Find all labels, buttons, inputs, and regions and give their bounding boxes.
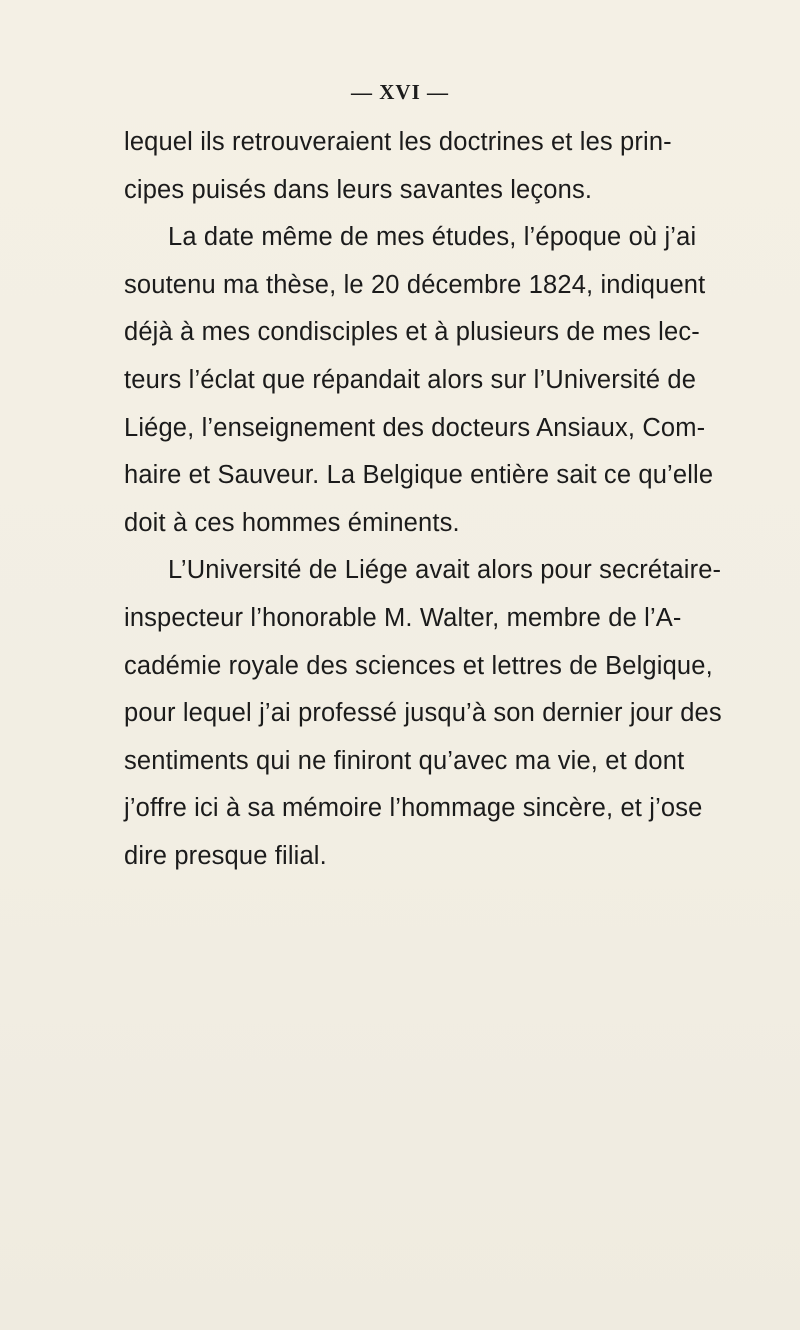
text-line: dire presque filial. bbox=[124, 841, 327, 870]
body-text bbox=[124, 119, 764, 881]
text-line: doit à ces hommes éminents. bbox=[124, 508, 460, 537]
text-line: teurs l’éclat que répandait alors sur l’Université de bbox=[124, 365, 697, 394]
text-line: sentiments qui ne finiront qu’avec ma vie, et dont bbox=[124, 746, 685, 775]
text-line: lequel ils retrouveraient les doctrines et les prin- bbox=[124, 128, 672, 156]
text-line: haire et Sauveur. La Belgique entière sait ce qu’elle bbox=[124, 461, 714, 490]
text-line: Liége, l’enseignement des docteurs Ansiaux, Com- bbox=[124, 413, 706, 442]
text-line: L’Université de Liége avait alors pour secrétaire- bbox=[168, 556, 722, 585]
page-number-header: — XVI — bbox=[350, 80, 449, 104]
text-line: pour lequel j’ai professé jusqu’à son dernier jour des bbox=[124, 699, 722, 728]
text-line: La date même de mes études, l’époque où j’ai bbox=[168, 223, 697, 252]
text-line: cipes puisés dans leurs savantes leçons. bbox=[124, 175, 593, 204]
text-line: soutenu ma thèse, le 20 décembre 1824, indiquent bbox=[124, 270, 706, 299]
text-line: déjà à mes condisciples et à plusieurs de mes lec- bbox=[124, 318, 700, 347]
text-line: cadémie royale des sciences et lettres de Belgique, bbox=[124, 651, 713, 680]
text-line: inspecteur l’honorable M. Walter, membre de l’A- bbox=[124, 603, 682, 632]
text-line: j’offre ici à sa mémoire l’hommage sincère, et j’ose bbox=[124, 794, 703, 823]
